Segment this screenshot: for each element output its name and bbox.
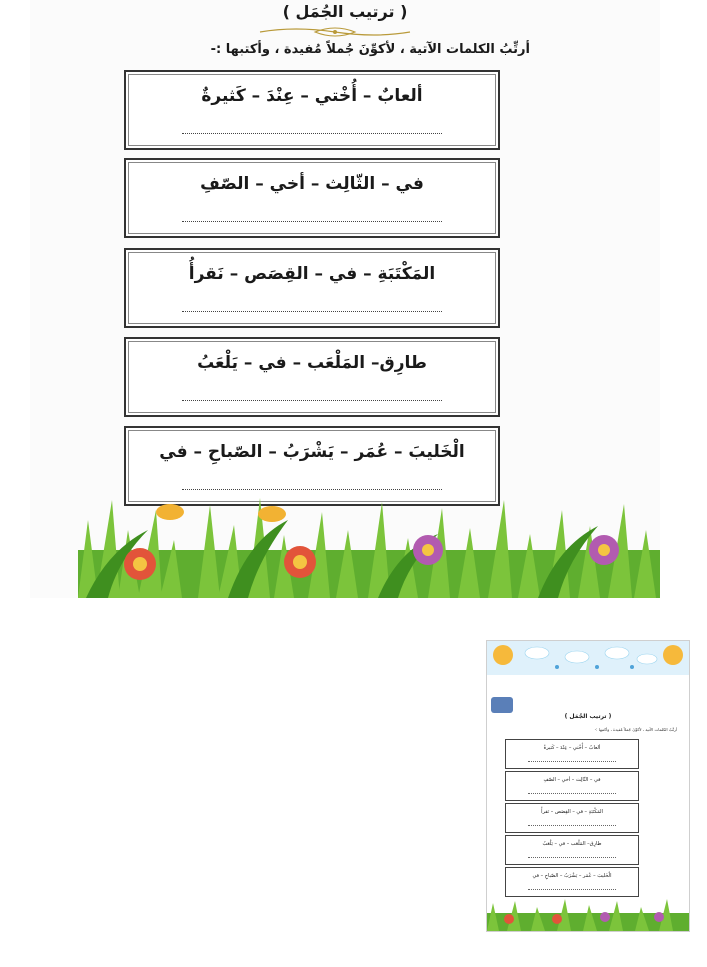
question-words: الْخَليبَ – عُمَر – يَشْرَبُ – الصّباحِ – في — [159, 442, 465, 462]
question-box — [124, 248, 500, 328]
title-ornament — [255, 24, 415, 40]
thumbnail-title: ( ترتيب الجُمَل ) — [564, 713, 612, 720]
question-words: ألعابٌ – أُخْتي – عِنْدَ – كَثيرةٌ — [201, 86, 423, 106]
answer-line[interactable] — [182, 220, 442, 222]
thumbnail-answer-line — [528, 793, 616, 794]
answer-line[interactable] — [182, 310, 442, 312]
thumbnail-question-words: في – الثّالِث – أخي – الصّفِ — [543, 777, 601, 783]
thumbnail-instruction: أرتِّبُ الكلمات الآتية ، لأكوِّنَ جُملاً مُفيدة ، وأكتبها :- — [594, 727, 677, 732]
thumbnail-answer-line — [528, 889, 616, 890]
thumbnail-question-box — [505, 771, 639, 801]
thumbnail-question-box — [505, 835, 639, 865]
answer-line[interactable] — [182, 132, 442, 134]
question-box — [124, 158, 500, 238]
question-box — [124, 70, 500, 150]
answer-line[interactable] — [182, 399, 442, 401]
question-words: طارِق– المَلْعَب – في – يَلْعَبُ — [197, 353, 427, 373]
school-logo — [491, 697, 513, 713]
thumbnail-question-words: طارِق– المَلْعَب – في – يَلْعَبُ — [542, 841, 602, 847]
worksheet-title: ( ترتيب الجُمَل ) — [282, 2, 408, 21]
question-box — [124, 337, 500, 417]
thumbnail-question-words: الْخَليبَ – عُمَر – يَشْرَبُ – الصّباحِ – في — [532, 873, 612, 879]
worksheet-thumbnail[interactable] — [486, 640, 690, 932]
thumbnail-question-box — [505, 867, 639, 897]
instruction-text: أرتِّبُ الكلمات الآتية ، لأكوِّنَ جُملاً مُفيدة ، وأكتبها :- — [210, 42, 530, 57]
sky-border-illustration — [487, 641, 689, 675]
thumbnail-question-words: المَكْتَبَةِ – في – القِصَص – نَقرأُ — [541, 809, 603, 815]
question-words: المَكْتَبَةِ – في – القِصَص – نَقرأُ — [188, 264, 436, 284]
thumbnail-question-box — [505, 803, 639, 833]
question-words: في – الثّالِث – أخي – الصّفِ — [200, 174, 424, 194]
thumbnail-answer-line — [528, 857, 616, 858]
grass-flowers-illustration — [78, 490, 660, 598]
thumbnail-question-box — [505, 739, 639, 769]
thumbnail-answer-line — [528, 825, 616, 826]
thumbnail-grass-illustration — [487, 899, 689, 931]
thumbnail-question-words: ألعابٌ – أُخْتي – عِنْدَ – كَثيرةٌ — [543, 745, 601, 751]
worksheet-page — [30, 0, 660, 598]
thumbnail-answer-line — [528, 761, 616, 762]
